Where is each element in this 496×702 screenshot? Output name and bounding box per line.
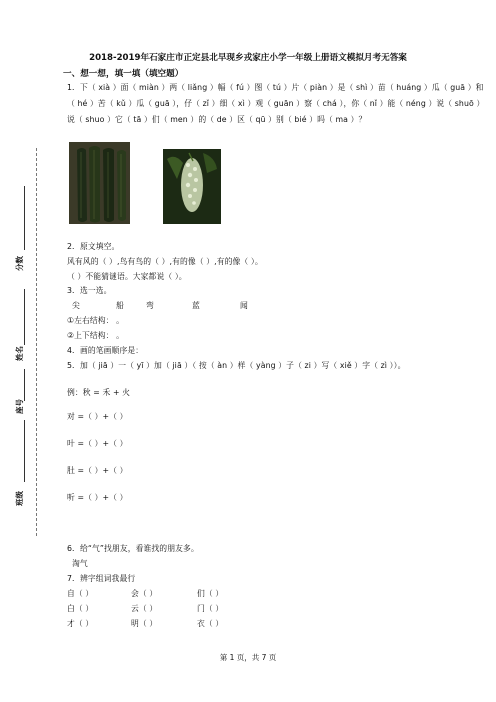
- score-label: 分数: [15, 256, 24, 271]
- question-4: 4．画的笔画顺序是：: [67, 346, 144, 355]
- option-char: 闻: [240, 301, 248, 310]
- question-7-cell: 自（ ）: [67, 589, 94, 598]
- question-5-row-4: 听 =（ ）+（ ）: [67, 493, 128, 502]
- question-3-heading: 3．选一选。: [67, 286, 112, 295]
- question-2-heading: 2．原文填空。: [67, 242, 120, 251]
- fill-line: [24, 369, 25, 401]
- bitter-melon-photo: [163, 149, 221, 224]
- question-3-line-1: ①左右结构： 。: [67, 316, 125, 325]
- example-line: 例：秋 = 禾 + 火: [67, 388, 131, 397]
- question-7-cell: 衣（ ）: [197, 619, 224, 628]
- question-1-line-1: 1．下（ xià ）面（ miàn ）两（ liǎng ）幅（ fú ）图（ tú ）片（ piàn ）是（ shì ）苗（ huáng ）瓜（ guā ）和: [67, 83, 484, 92]
- question-7-cell: 会（ ）: [131, 589, 158, 598]
- name-label: 姓名: [15, 346, 24, 361]
- question-7-cell: 白（ ）: [67, 604, 94, 613]
- question-7-cell: 门（ ）: [197, 604, 224, 613]
- page-footer: 第 1 页，共 7 页: [219, 653, 277, 662]
- question-6-example: 淘气: [72, 559, 88, 568]
- fill-line: [24, 186, 25, 250]
- fill-line: [24, 420, 25, 482]
- question-1-line-2: （ hé ）苦（ kǔ ）瓜（ guā ），仔（ zǐ ）细（ xì ）观（ guān ）察（ chá ），你（ nǐ ）能（ néng ）说（ shuō ）: [67, 99, 485, 108]
- question-7-heading: 7．辨字组词我最行: [67, 574, 136, 583]
- binding-margin-line: [36, 148, 37, 536]
- question-7-cell: 才（ ）: [67, 619, 94, 628]
- question-5-row-3: 肚 =（ ）+（ ）: [67, 466, 128, 475]
- question-5-heading: 5．加（ jiā ）一（ yī ）加（ jiā ）（ 按（ àn ）样（ yàng ）子（ zi ）写（ xiě ）字（ zì ））。: [67, 361, 406, 370]
- question-7-cell: 们（ ）: [197, 589, 224, 598]
- section-heading: 一、想一想，填一填（填空题）: [63, 69, 184, 79]
- option-char: 尖: [72, 301, 80, 310]
- question-6-heading: 6．给“气”找朋友，看谁找的朋友多。: [67, 544, 199, 553]
- page-title: 2018-2019年石家庄市正定县北早现乡戎家庄小学一年级上册语文模拟月考无答案: [89, 53, 407, 63]
- option-char: 弯: [146, 301, 154, 310]
- option-char: 船: [116, 301, 124, 310]
- question-5-row-2: 叶 =（ ）+（ ）: [67, 439, 128, 448]
- option-char: 蓝: [192, 301, 200, 310]
- question-7-cell: 明（ ）: [131, 619, 158, 628]
- fill-line: [24, 289, 25, 345]
- question-3-line-2: ②上下结构： 。: [67, 331, 125, 340]
- question-2-line-1: 风有风的（ ）,鸟有鸟的（ ）,有的像（ ）,有的像（ ）。: [67, 257, 263, 266]
- question-2-line-2: （ ）不能猜谜语。大家都说（ ）。: [67, 272, 187, 281]
- cucumber-photo: [69, 142, 130, 224]
- seat-number-label: 座号: [15, 399, 24, 414]
- question-5-row-1: 对 =（ ）+（ ）: [67, 412, 128, 421]
- question-7-cell: 云（ ）: [131, 604, 158, 613]
- question-1-line-3: 说（ shuo ）它（ tā ）们（ men ）的（ de ）区（ qū ）别（ bié ）吗（ ma ）？: [67, 115, 367, 124]
- class-label: 班级: [15, 491, 24, 506]
